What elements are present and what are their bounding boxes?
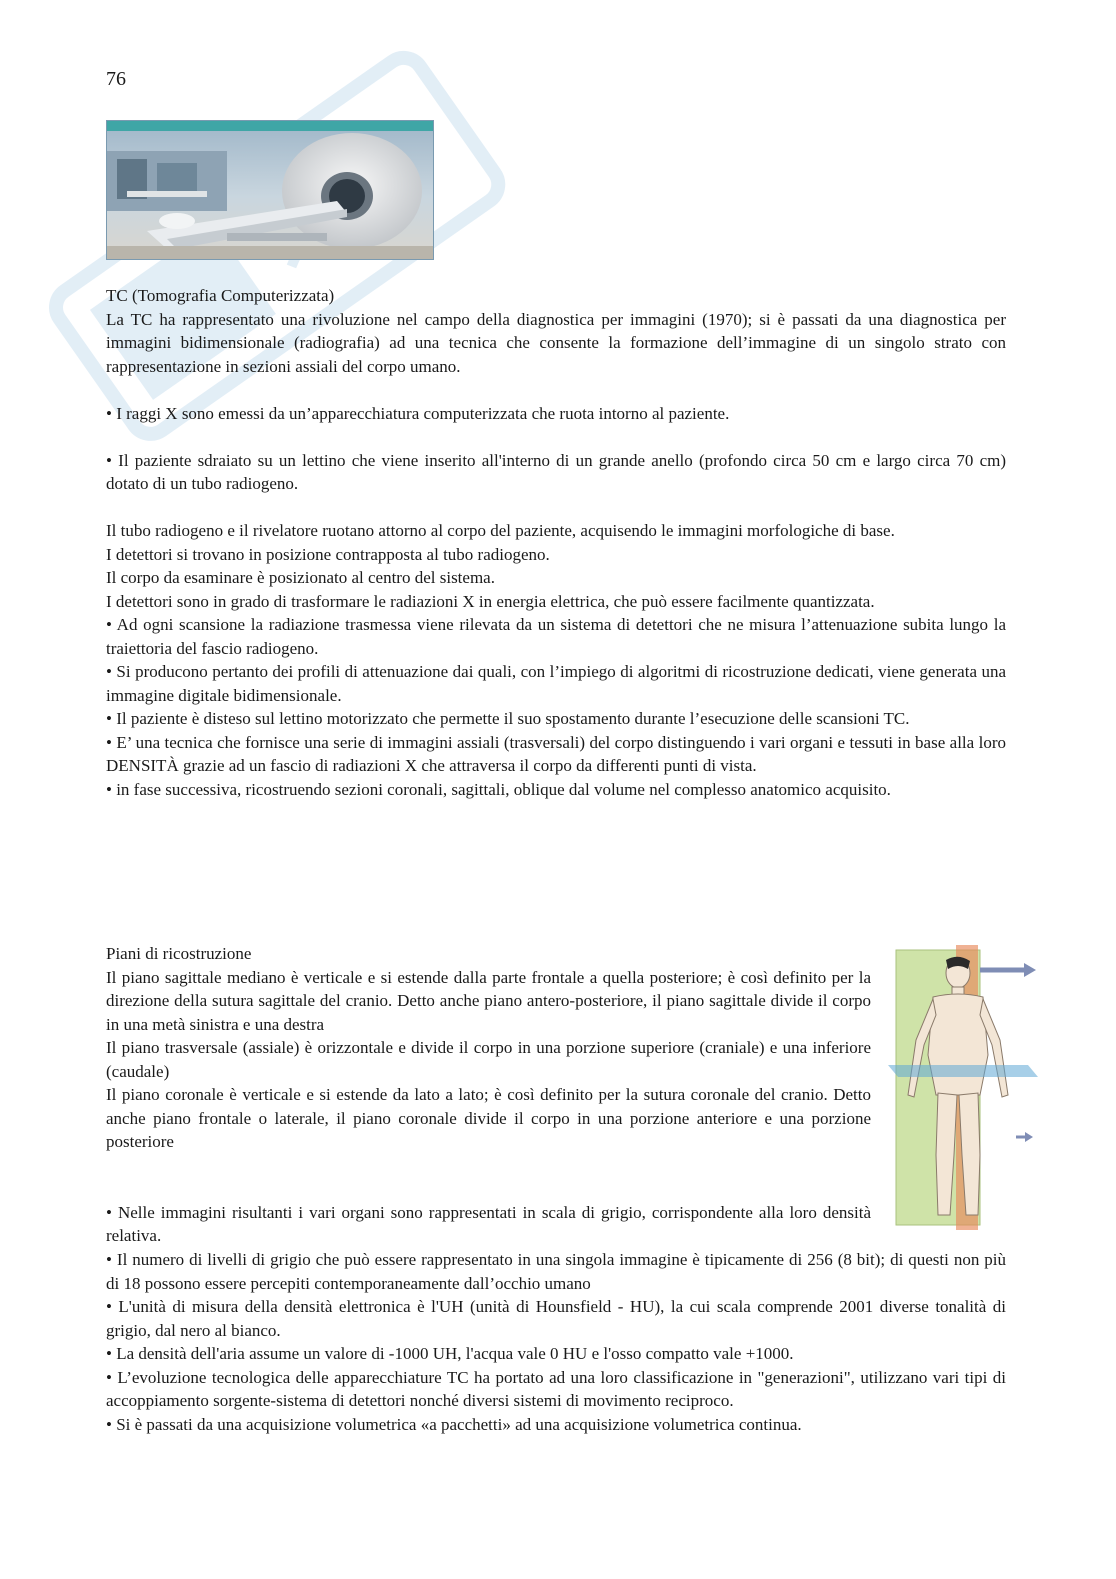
plane-description: Il piano sagittale mediano è verticale e si estende dalla parte frontale a quella posteriore; è così definito per la direzione della sutura sagittale del cranio. Detto anche piano antero-posteriore, il piano sagittale divide il corpo in una metà sinistra e una destra xyxy=(106,967,871,1034)
ct-scanner-photo xyxy=(106,120,434,260)
bullet-item: • Il paziente è disteso sul lettino motorizzato che permette il suo spostamento durante l’esecuzione delle scansioni TC. xyxy=(106,709,910,728)
body-line: Il corpo da esaminare è posizionato al centro del sistema. xyxy=(106,568,495,587)
bullet-item: • Nelle immagini risultanti i vari organi sono rappresentati in scala di grigio, corrispondente alla loro densità relativa. xyxy=(106,1202,871,1245)
body-line: I detettori si trovano in posizione contrapposta al tubo radiogeno. xyxy=(106,544,550,564)
bullet-item: • E’ una tecnica che fornisce una serie di immagini assiali (trasversali) del corpo distinguendo i vari organi e tessuti in base alla loro DENSITÀ grazie ad un fascio di radiazioni X che attraversa il corpo da differenti punti di vista. xyxy=(106,732,1006,775)
bullet-item: • L’evoluzione tecnologica delle apparecchiature TC ha portato ad una loro classificazione in "generazioni", utilizzano vari tipi di accoppiamento sorgente-sistema di detettori nonché diversi sistemi di movimento reciproco. xyxy=(106,1367,1006,1410)
bullet-item: • I raggi X sono emessi da un’apparecchiatura computerizzata che ruota intorno al paziente. xyxy=(106,403,730,423)
page-number: 76 xyxy=(106,68,126,90)
bullet-item: • Il numero di livelli di grigio che può essere rappresentato in una singola immagine è tipicamente di 256 (8 bit); di questi non più di 18 possono essere percepiti contemporaneamente dall’occhio umano xyxy=(106,1250,1006,1293)
bullet-item: • in fase successiva, ricostruendo sezioni coronali, sagittali, oblique dal volume nel complesso anatomico acquisito. xyxy=(106,779,891,799)
body-line: Il tubo radiogeno e il rivelatore ruotano attorno al corpo del paziente, acquisendo le immagini morfologiche di base. xyxy=(106,521,895,540)
bullet-item: • La densità dell'aria assume un valore di -1000 UH, l'acqua vale 0 HU e l'osso compatto vale +1000. xyxy=(106,1344,794,1363)
intro-section xyxy=(106,284,1006,801)
planes-section xyxy=(106,942,871,1248)
bullet-item: • Il paziente sdraiato su un lettino che viene inserito all'interno di un grande anello (profondo circa 50 cm e largo circa 70 cm) dotato di un tubo radiogeno. xyxy=(106,450,1006,493)
bullet-item: • Si producono pertanto dei profili di attenuazione dai quali, con l’impiego di algoritmi di ricostruzione dedicati, viene generata una immagine digitale bidimensionale. xyxy=(106,662,1006,705)
plane-description: Il piano trasversale (assiale) è orizzontale e divide il corpo in una porzione superiore (craniale) e una inferiore (caudale) xyxy=(106,1038,871,1081)
section-heading: Piani di ricostruzione xyxy=(106,944,252,963)
bullet-item: • Si è passati da una acquisizione volumetrica «a pacchetti» ad una acquisizione volumetrica continua. xyxy=(106,1414,802,1434)
body-line: I detettori sono in grado di trasformare le radiazioni X in energia elettrica, che può essere facilmente quantizzata. xyxy=(106,591,875,611)
intro-paragraph: La TC ha rappresentato una rivoluzione nel campo della diagnostica per immagini (1970); si è passati da una diagnostica per immagini bidimensionale (radiografia) ad una tecnica che consente la formazione dell’immagine di un singolo strato con rappresentazione in sezioni assiali del corpo umano. xyxy=(106,309,1006,376)
bullet-item: • Ad ogni scansione la radiazione trasmessa viene rilevata da un sistema di detettori che ne misura l’attenuazione subita lungo la traiettoria del fascio radiogeno. xyxy=(106,615,1006,658)
density-section xyxy=(106,1248,1006,1436)
plane-description: Il piano coronale è verticale e si estende da lato a lato; è così definito per la sutura coronale del cranio. Detto anche piano frontale o laterale, il piano coronale divide il corpo in una porzione anteriore e una porzione posteriore xyxy=(106,1085,871,1151)
section-heading: TC (Tomografia Computerizzata) xyxy=(106,286,335,305)
anatomical-planes-figure xyxy=(888,945,1038,1230)
bullet-item: • L'unità di misura della densità elettronica è l'UH (unità di Hounsfield - HU), la cui scala comprende 2001 diverse tonalità di grigio, dal nero al bianco. xyxy=(106,1297,1006,1340)
